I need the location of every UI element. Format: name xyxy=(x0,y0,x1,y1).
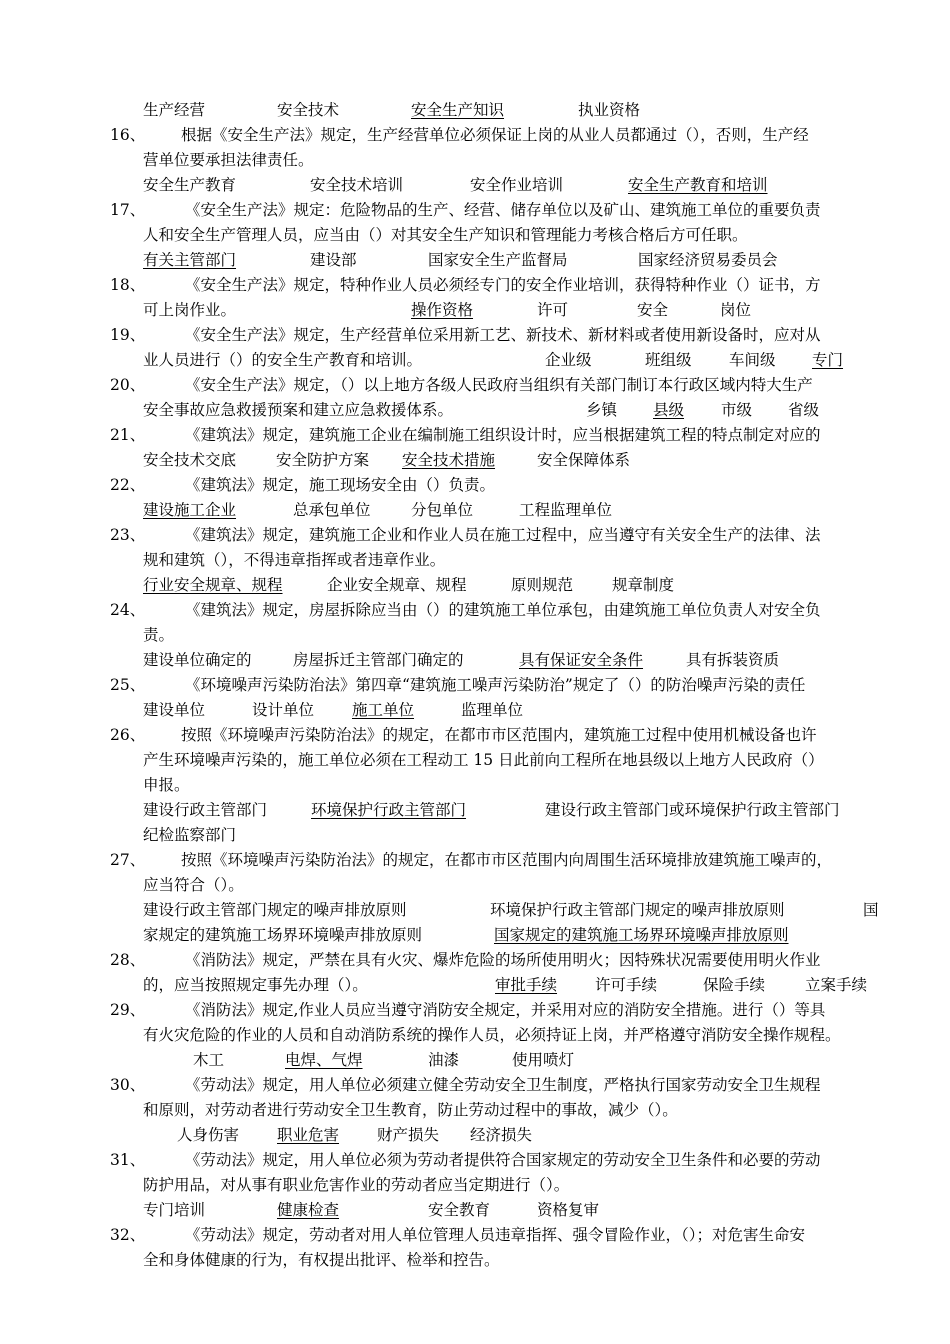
text-segment: 油漆 xyxy=(428,1051,460,1069)
text-segment: 经济损失 xyxy=(470,1126,533,1144)
question-number: 19、 xyxy=(110,326,146,344)
question-number: 32、 xyxy=(110,1226,146,1244)
text-segment: 建设单位 xyxy=(143,701,206,719)
question-number: 16、 xyxy=(110,126,146,144)
text-segment: 许可 xyxy=(537,301,569,319)
text-segment: 建设行政主管部门或环境保护行政主管部门 xyxy=(545,801,840,819)
question-number: 24、 xyxy=(110,601,146,619)
text-segment: 应当符合（）。 xyxy=(143,876,244,894)
text-segment: 《安全生产法》规定，（）以上地方各级人民政府当组织有关部门制订本行政区域内特大生产 xyxy=(185,376,813,394)
text-segment: 建设行政主管部门 xyxy=(143,801,268,819)
answer-option-correct: 操作资格 xyxy=(411,301,474,319)
text-segment: 根据《安全生产法》规定，生产经营单位必须保证上岗的从业人员都通过（），否则，生产经 xyxy=(181,126,809,144)
text-segment: 班组级 xyxy=(645,351,692,369)
text-segment: 规章制度 xyxy=(612,576,675,594)
text-segment: 监理单位 xyxy=(461,701,524,719)
text-segment: 立案手续 xyxy=(805,976,868,994)
text-segment: 《劳动法》规定，劳动者对用人单位管理人员违章指挥、强令冒险作业，（）；对危害生命安 xyxy=(185,1226,806,1244)
question-number: 23、 xyxy=(110,526,146,544)
text-segment: 《安全生产法》规定，生产经营单位采用新工艺、新技术、新材料或者使用新设备时，应对从 xyxy=(185,326,821,344)
text-segment: 安全技术培训 xyxy=(310,176,404,194)
text-segment: 安全保障体系 xyxy=(537,451,631,469)
text-segment: 《消防法》规定,作业人员应当遵守消防安全规定，并采用对应的消防安全措施。进行（）等具 xyxy=(185,1001,826,1019)
text-segment: 原则规范 xyxy=(511,576,574,594)
question-number: 25、 xyxy=(110,676,146,694)
answer-option-correct: 县级 xyxy=(653,401,685,419)
text-segment: 资格复审 xyxy=(537,1201,600,1219)
text-segment: 执业资格 xyxy=(578,101,641,119)
text-segment: 设计单位 xyxy=(252,701,315,719)
text-segment: 安全技术交底 xyxy=(143,451,237,469)
text-segment: 人和安全生产管理人员，应当由（）对其安全生产知识和管理能力考核合格后方可任职。 xyxy=(143,226,748,244)
text-segment: 营单位要承担法律责任。 xyxy=(143,151,314,169)
text-segment: 安全技术 xyxy=(277,101,340,119)
text-segment: 申报。 xyxy=(143,776,190,794)
question-number: 17、 xyxy=(110,201,146,219)
text-segment: 责。 xyxy=(143,626,175,644)
answer-option-correct: 有关主管部门 xyxy=(143,251,237,269)
text-segment: 《劳动法》规定，用人单位必须为劳动者提供符合国家规定的劳动安全卫生条件和必要的劳动 xyxy=(185,1151,821,1169)
text-segment: 企业级 xyxy=(545,351,592,369)
text-segment: 市级 xyxy=(721,401,753,419)
question-number: 22、 xyxy=(110,476,146,494)
text-segment: 规和建筑（），不得违章指挥或者违章作业。 xyxy=(143,551,446,569)
answer-option-correct: 安全技术措施 xyxy=(402,451,496,469)
text-segment: 有火灾危险的作业的人员和自动消防系统的操作人员，必须持证上岗，并严格遵守消防安全操作规程。 xyxy=(143,1026,841,1044)
text-segment: 《建筑法》规定，房屋拆除应当由（）的建筑施工单位承包，由建筑施工单位负责人对安全负 xyxy=(185,601,821,619)
question-number: 26、 xyxy=(110,726,146,744)
text-segment: 《安全生产法》规定，特种作业人员必须经专门的安全作业培训，获得特种作业（）证书，方 xyxy=(185,276,821,294)
answer-option-correct: 国家规定的建筑施工场界环境噪声排放原则 xyxy=(494,926,789,944)
text-segment: 专门培训 xyxy=(143,1201,206,1219)
text-segment: 全和身体健康的行为，有权提出批评、检举和控告。 xyxy=(143,1251,500,1269)
question-number: 27、 xyxy=(110,851,146,869)
text-segment: 安全事故应急救援预案和建立应急救援体系。 xyxy=(143,401,454,419)
text-segment: 产生环境噪声污染的，施工单位必须在工程动工 15 日此前向工程所在地县级以上地方人民政府（） xyxy=(143,751,824,769)
text-segment: 安全教育 xyxy=(428,1201,491,1219)
text-segment: 许可手续 xyxy=(595,976,658,994)
text-segment: 生产经营 xyxy=(143,101,206,119)
text-segment: 业人员进行（）的安全生产教育和培训。 xyxy=(143,351,423,369)
text-segment: 建设单位确定的 xyxy=(143,651,252,669)
text-segment: 《建筑法》规定，建筑施工企业和作业人员在施工过程中，应当遵守有关安全生产的法律、法 xyxy=(185,526,821,544)
text-segment: 乡镇 xyxy=(586,401,618,419)
question-number: 31、 xyxy=(110,1151,146,1169)
text-segment: 具有拆装资质 xyxy=(686,651,780,669)
text-segment: 《建筑法》规定，建筑施工企业在编制施工组织设计时，应当根据建筑工程的特点制定对应的 xyxy=(185,426,821,444)
text-segment: 安全作业培训 xyxy=(470,176,564,194)
text-segment: 使用喷灯 xyxy=(512,1051,575,1069)
text-segment: 建设部 xyxy=(310,251,357,269)
text-segment: 《安全生产法》规定：危险物品的生产、经营、储存单位以及矿山、建筑施工单位的重要负责 xyxy=(185,201,821,219)
text-segment: 《消防法》规定，严禁在具有火灾、爆炸危险的场所使用明火；因特殊状况需要使用明火作业 xyxy=(185,951,821,969)
answer-option-correct: 具有保证安全条件 xyxy=(519,651,644,669)
text-segment: 的，应当按照规定事先办理（）。 xyxy=(143,976,368,994)
answer-option-correct: 行业安全规章、规程 xyxy=(143,576,283,594)
question-number: 21、 xyxy=(110,426,146,444)
answer-option-correct: 审批手续 xyxy=(495,976,558,994)
answer-option-correct: 建设施工企业 xyxy=(143,501,237,519)
answer-option-correct: 健康检查 xyxy=(277,1201,340,1219)
text-segment: 分包单位 xyxy=(411,501,474,519)
text-segment: 可上岗作业。 xyxy=(143,301,237,319)
question-number: 20、 xyxy=(110,376,146,394)
text-segment: 《劳动法》规定，用人单位必须建立健全劳动安全卫生制度，严格执行国家劳动安全卫生规程 xyxy=(185,1076,821,1094)
answer-option-correct: 安全生产知识 xyxy=(411,101,505,119)
question-number: 30、 xyxy=(110,1076,146,1094)
text-segment: 《建筑法》规定，施工现场安全由（）负责。 xyxy=(185,476,496,494)
text-segment: 保险手续 xyxy=(703,976,766,994)
question-number: 28、 xyxy=(110,951,146,969)
answer-option-correct: 施工单位 xyxy=(352,701,415,719)
text-segment: 国家安全生产监督局 xyxy=(428,251,568,269)
answer-option-correct: 电焊、气焊 xyxy=(285,1051,363,1069)
text-segment: 人身伤害 xyxy=(177,1126,240,1144)
text-segment: 按照《环境噪声污染防治法》的规定，在都市市区范围内向周围生活环境排放建筑施工噪声的， xyxy=(181,851,833,869)
text-segment: 车间级 xyxy=(729,351,776,369)
text-segment: 房屋拆迁主管部门确定的 xyxy=(293,651,464,669)
text-segment: 木工 xyxy=(193,1051,225,1069)
answer-option-correct: 职业危害 xyxy=(277,1126,340,1144)
text-segment: 环境保护行政主管部门规定的噪声排放原则 xyxy=(490,901,785,919)
answer-option-correct: 专门 xyxy=(812,351,844,369)
question-number: 29、 xyxy=(110,1001,146,1019)
text-segment: 企业安全规章、规程 xyxy=(327,576,467,594)
text-segment: 国 xyxy=(863,901,879,919)
text-segment: 安全 xyxy=(637,301,669,319)
text-segment: 工程监理单位 xyxy=(519,501,613,519)
question-number: 18、 xyxy=(110,276,146,294)
text-segment: 按照《环境噪声污染防治法》的规定，在都市市区范围内，建筑施工过程中使用机械设备也许 xyxy=(181,726,817,744)
text-segment: 《环境噪声污染防治法》第四章“建筑施工噪声污染防治”规定了（）的防治噪声污染的责任 xyxy=(185,676,806,694)
text-segment: 防护用品，对从事有职业危害作业的劳动者应当定期进行（）。 xyxy=(143,1176,570,1194)
text-segment: 财产损失 xyxy=(377,1126,440,1144)
text-segment: 和原则，对劳动者进行劳动安全卫生教育，防止劳动过程中的事故，减少（）。 xyxy=(143,1101,678,1119)
text-segment: 国家经济贸易委员会 xyxy=(638,251,778,269)
text-segment: 安全防护方案 xyxy=(276,451,370,469)
text-segment: 总承包单位 xyxy=(293,501,371,519)
text-segment: 岗位 xyxy=(720,301,752,319)
answer-option-correct: 环境保护行政主管部门 xyxy=(311,801,467,819)
text-segment: 纪检监察部门 xyxy=(143,826,237,844)
text-segment: 建设行政主管部门规定的噪声排放原则 xyxy=(143,901,407,919)
answer-option-correct: 安全生产教育和培训 xyxy=(628,176,768,194)
text-segment: 省级 xyxy=(788,401,820,419)
text-segment: 安全生产教育 xyxy=(143,176,237,194)
text-segment: 家规定的建筑施工场界环境噪声排放原则 xyxy=(143,926,423,944)
